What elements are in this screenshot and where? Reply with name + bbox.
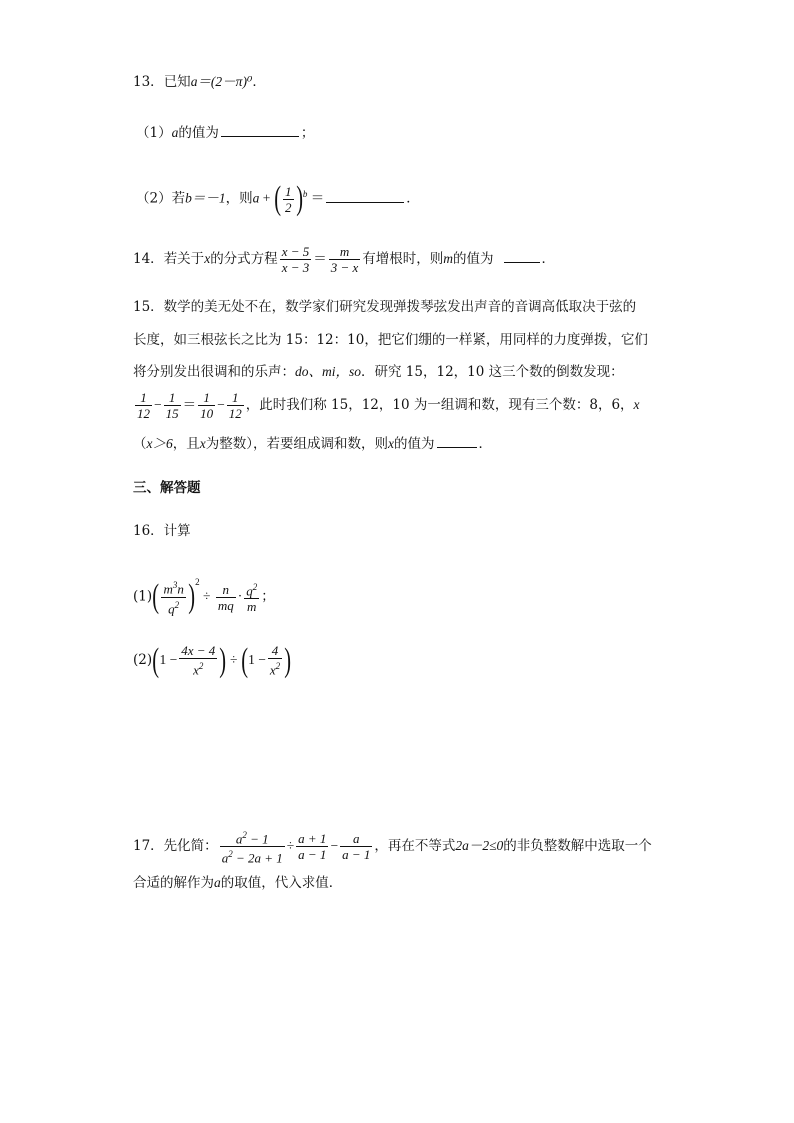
q16-part2: (2)(1 − $\frac{4x - 4}{x^2}$ ) ÷ (1 − $\frac{4}{x^2}$ )	[133, 641, 292, 679]
q13-part2: （2）若b＝－1，则a + ( $\frac{1}{2}$ )$^b$ ＝ ．	[136, 180, 420, 217]
q13-part1: （1）a的值为 ；	[136, 122, 314, 143]
q17-line-2: 合适的解作为a的取值，代入求值．	[133, 875, 343, 891]
q15-line-3: 将分别发出很调和的乐声：do、mi，so．研究 15，12，10 这三个数的倒数发现：	[133, 364, 624, 380]
q15-answer-blank[interactable]	[437, 433, 477, 448]
q13-answer-blank-2[interactable]	[326, 188, 404, 203]
q14-stem: 14．若关于x的分式方程 $\frac{x - 5}{x - 3}$ ＝ $\frac{m}{3 - x}$ 有增根时，则m的值为 ．	[133, 244, 556, 275]
q13-stem: 13．已知a＝(2－π)⁰．	[133, 74, 266, 90]
q16-part1: (1)( $\frac{m^3n}{q^2}$ )$^2$ ÷ $\frac{n}{mq}$ · $\frac{q^2}{m}$ ；	[133, 577, 275, 616]
q14-answer-blank[interactable]	[504, 248, 540, 263]
q14-fraction-left: $\frac{x - 5}{x - 3}$	[281, 244, 310, 275]
q15-line-5: （x＞6，且x为整数），若要组成调和数，则x的值为 ．	[133, 433, 492, 454]
q13-half-fraction: $\frac{1}{2}$	[285, 183, 292, 215]
q17-line-1: 17．先化简： $\frac{a^2 - 1}{a^2 - 2a + 1}$ ÷ $\frac{a + 1}{a - 1}$ − $\frac{a}{a - 1}$ ，再在不等式2a－2≤0的非负整数解中选取一个	[133, 829, 652, 866]
section-title: 三、解答题	[133, 480, 201, 496]
q15-line-2: 长度，如三根弦长之比为 15：12：10，把它们绷的一样紧，用同样的力度弹拨，它们	[133, 332, 648, 348]
q13-answer-blank-1[interactable]	[221, 122, 299, 137]
q16-title: 16．计算	[133, 523, 191, 539]
q15-line-1: 15．数学的美无处不在，数学家们研究发现弹拨琴弦发出声音的音调高低取决于弦的	[133, 299, 637, 315]
q13-expression: a＝(2－π)⁰	[190, 74, 253, 89]
q15-line-4: $\frac{1}{12}$ − $\frac{1}{15}$ ＝ $\frac{1}{10}$ − $\frac{1}{12}$ ，此时我们称 15，12，10 为一组调和数，现有三个数：8，6，x	[137, 390, 640, 421]
q14-fraction-right: $\frac{m}{3 - x}$	[330, 244, 359, 275]
